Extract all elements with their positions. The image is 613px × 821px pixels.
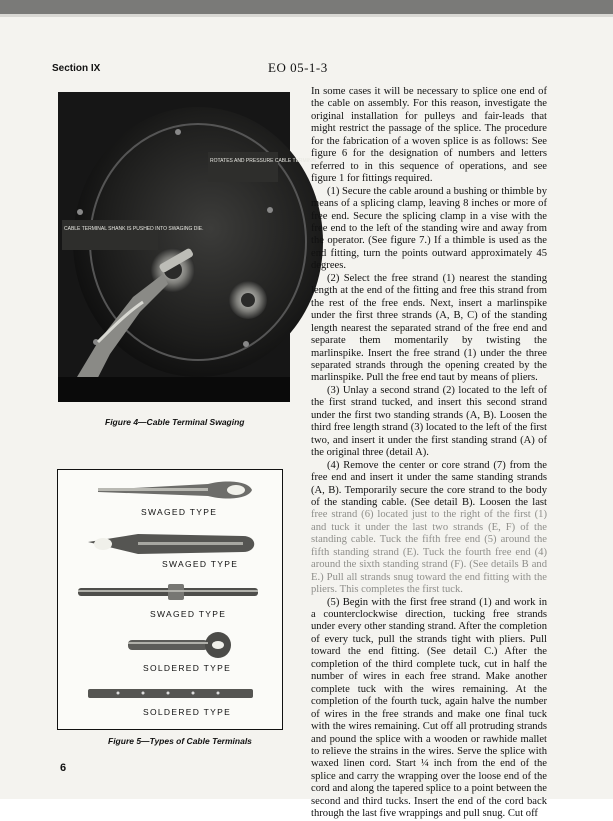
soldered-terminal-1 [128, 632, 231, 658]
figure-4-photo [58, 92, 318, 402]
section-header: Section IX [52, 63, 101, 74]
scan-top-border-highlight [0, 14, 613, 17]
step-4-faint-text: free strand (6) located just to the right of the first (1) and tuck it under the last two strands (E, F) of the standing cable. Tuck the fifth free end (5) around the fifth standing strand (E). Tuck the fourth free end (4) around the sixth standing strand (F). (See details B and E.) Pull all strands snug toward the end fitting with the pliers. This completes the first tuck. [311, 509, 547, 596]
step-2-paragraph: (2) Select the free strand (1) nearest the standing length at the end of the fitting and free this strand from the rest of the free ends. Next, insert a marlinspike under the first three strands (A, B, C) of the standing length nearest the separated strand of the free end and separate them momentarily by twisting the marlinspike. Insert the free strand (1) under the three separated strands through the opening created by the marlinspike. Pull the free end taut by means of pliers. [311, 272, 547, 384]
document-number: EO 05-1-3 [268, 60, 328, 75]
swaged-terminal-3 [78, 584, 258, 600]
step-4-text: (4) Remove the center or core strand (7) from the free end and insert it under the same standing strands (A, B). Temporarily secure the core strand to the body of the standing cable. (See detail B). Loosen the last [311, 459, 547, 508]
rotates-label: ROTATES AND PRESSURE CABLE TERMINAL [210, 158, 318, 164]
terminal-label-3: SWAGED TYPE [150, 609, 227, 619]
terminal-label-4: SOLDERED TYPE [143, 663, 232, 673]
step-1-paragraph: (1) Secure the cable around a bushing or thimble by means of a splicing clamp, leaving 8 inches or more of free end. Secure the splicing clamp in a vise with the free end to the left of the standing wire and away from the operator. (See figure 7.) If a thimble is used as the end fitting, turn the points outward approximately 45 degrees. [311, 185, 547, 272]
step-4-paragraph [311, 460, 547, 597]
soldered-terminal-2 [88, 689, 253, 698]
terminal-label-2: SWAGED TYPE [162, 559, 239, 569]
page-number: 6 [60, 762, 67, 774]
step-5-paragraph: (5) Begin with the first free strand (1) and work in a counterclockwise direction, tucking free strands under every other standing strand. After the completion of every tuck, pull the strands tight with pliers. Pull toward the end fitting. (See detail C.) After the completion of the third complete tuck, cut in half the number of wires in each free strand. Make another complete tuck with the wires remaining. At the completion of the fourth tuck, again halve the number of wires in the free strands and make one final tuck with the wires remaining. Cut off all protruding strands and pound the splice with a wooden or rawhide mallet to relieve the strains in the wires. Serve the splice with waxed linen cord. Start ¼ inch from the end of the splice and carry the wrapping over the loose end of the cord and along the tapered splice to a point between the second and third tucks. Insert the end of the cord back through the last five wrappings and pull snug. Cut off [311, 596, 547, 820]
intro-paragraph: In some cases it will be necessary to splice one end of the cable on assembly. For this reason, investigate the original installation for pulleys and fair-leads that might restrict the passage of the splice. The procedure for the fabrication of a woven splice is as follows: See figure 6 for the designation of numbers and letters referred to in this sequence of operations, and see figure 1 for fittings required. [311, 86, 547, 185]
figure-5-panel [57, 469, 283, 730]
swaged-terminal-1 [98, 482, 252, 499]
swaged-terminal-2 [88, 534, 254, 554]
figure-4-caption: Figure 4—Cable Terminal Swaging [105, 417, 245, 427]
figure-5-caption: Figure 5—Types of Cable Terminals [108, 736, 252, 746]
scan-top-border [0, 0, 613, 14]
body-text-column [311, 86, 547, 821]
terminal-label-1: SWAGED TYPE [141, 507, 218, 517]
step-3-paragraph: (3) Unlay a second strand (2) located to the left of the first strand tucked, and insert this second strand under the first two standing strands (A, B). Loosen the third free length strand (3) located to the left of the first two, and insert it under the first standing strand (A) of the original three (detail A). [311, 384, 547, 459]
terminal-label-5: SOLDERED TYPE [143, 707, 232, 717]
cable-terminal-label: CABLE TERMINAL SHANK IS PUSHED INTO SWAGING DIE. [64, 226, 204, 232]
swaging-machine-image [58, 92, 318, 402]
